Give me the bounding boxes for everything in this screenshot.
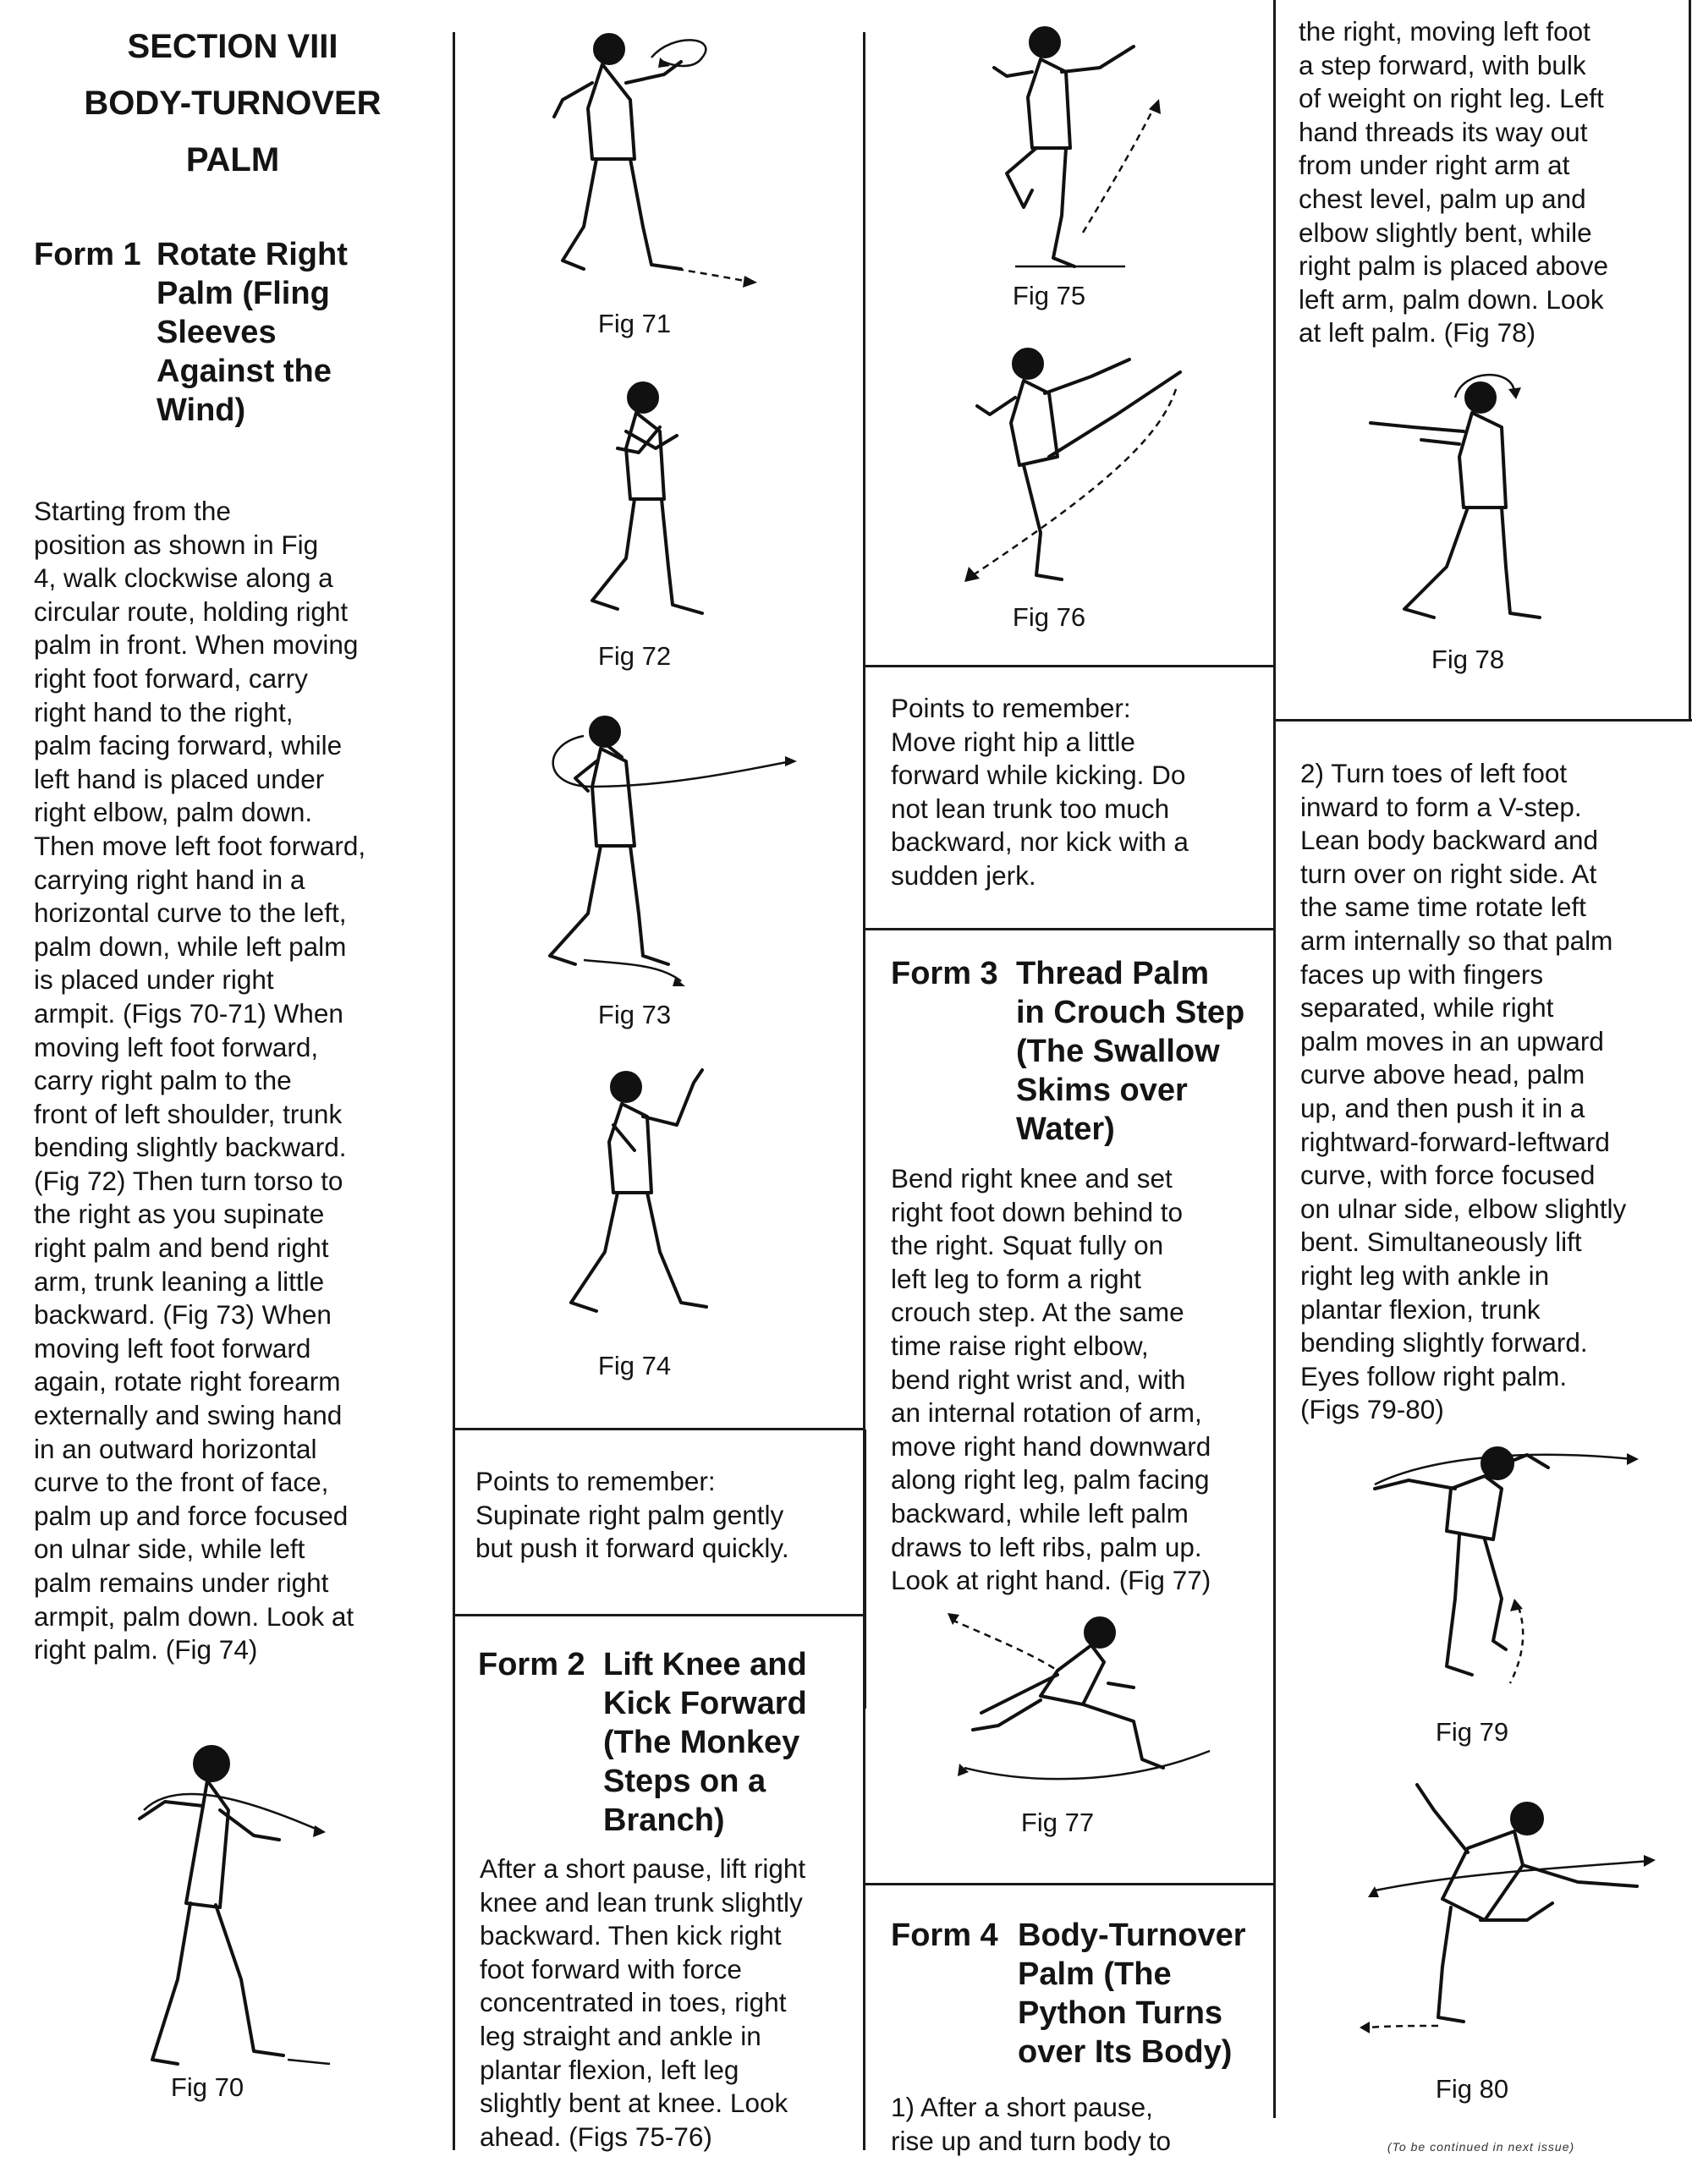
figure-74-illustration: [558, 1057, 728, 1328]
figure-75-illustration: [973, 21, 1184, 275]
rule-col3-form4-top: [864, 1883, 1274, 1885]
rule-col3-points-top: [864, 665, 1274, 667]
figure-79-caption: Fig 79: [1435, 1717, 1509, 1747]
form4-heading: [891, 1916, 1272, 2085]
form2-body-text: After a short pause, lift right knee and lean trunk slightly backward. Then kick right foot forward with force concentrated in toes, right leg straight and ankle in plantar flexion, left leg slightly bent at knee. Look ahead. (Figs 75-76): [480, 1853, 806, 2152]
rule-col4-divider: [1274, 719, 1692, 722]
column-right-edge: [1689, 0, 1691, 719]
figure-78-illustration: [1354, 364, 1607, 634]
continued-footnote: (To be continued in next issue): [1387, 2140, 1575, 2154]
form1-number: Form 1: [34, 237, 141, 272]
figure-78: [1354, 364, 1607, 634]
figure-76-illustration: [948, 338, 1201, 592]
figure-76: [948, 338, 1201, 592]
figure-71-illustration: [525, 24, 761, 294]
figure-74-caption: Fig 74: [597, 1351, 672, 1380]
figure-70-illustration: [127, 1726, 338, 2089]
form1-points-to-remember: Points to remember: Supinate right palm gently but push it forward quickly.: [475, 1466, 789, 1564]
figure-77-illustration: [939, 1603, 1235, 1797]
rule-col3-points-bottom: [864, 928, 1274, 930]
figure-70-caption: Fig 70: [170, 2072, 244, 2102]
column-divider-1: [453, 32, 455, 2150]
form4-body-text-part1: 1) After a short pause, rise up and turn body to: [891, 2092, 1171, 2156]
figure-72-caption: Fig 72: [597, 641, 672, 671]
figure-77: [939, 1603, 1235, 1797]
section-number: SECTION VIII: [127, 28, 338, 65]
section-name-line2: PALM: [185, 141, 280, 178]
figure-73-illustration: [533, 711, 804, 990]
form1-heading: [34, 235, 440, 438]
form2-title: Lift Knee and Kick Forward (The Monkey Steps on a Branch): [603, 1647, 807, 1838]
figure-71: [525, 24, 761, 294]
figure-72-illustration: [558, 372, 728, 626]
figure-78-caption: Fig 78: [1431, 645, 1505, 674]
form2-points-to-remember: Points to remember: Move right hip a little forward while kicking. Do not lean trunk too much backward, nor kick with a sudden jerk.: [891, 693, 1189, 891]
form3-heading: [891, 954, 1272, 1157]
rule-col2-points-top: [453, 1428, 865, 1430]
form3-title: Thread Palm in Crouch Step (The Swallow Skims over Water): [1016, 956, 1245, 1147]
figure-80-caption: Fig 80: [1435, 2074, 1509, 2104]
form4-body-text-part1-continued: the right, moving left foot a step forward, with bulk of weight on right leg. Left hand threads its way out from under right arm at chest level, palm up and elbow slightly bent, while right palm is placed above left arm, palm down. Look at left palm. (Fig 78): [1299, 16, 1608, 348]
figure-75-caption: Fig 75: [1012, 281, 1086, 310]
form3-body-text: Bend right knee and set right foot down behind to the right. Squat fully on left leg to form a right crouch step. At the same time raise right elbow, bend right wrist and, with an internal rotation of arm, move right hand downward along right leg, palm facing backward, while left palm draws to left ribs, palm up. Look at right hand. (Fig 77): [891, 1163, 1211, 1596]
form2-heading: [478, 1645, 859, 1848]
form4-body-text-part2: 2) Turn toes of left foot inward to form a V-step. Lean body backward and turn over on right side. At the same time rotate left arm internally so that palm faces up with fingers separated, while right palm moves in an upward curve above head, palm up, and then push it in a rightward-forward-leftward curve, with force focused on ulnar side, elbow slightly bent. Simultaneously lift right leg with ankle in plantar flexion, trunk bending slightly forward. Eyes follow right palm. (Figs 79-80): [1300, 758, 1627, 1425]
figure-75: [973, 21, 1184, 275]
form4-number: Form 4: [891, 1918, 998, 1953]
rule-col2-points-bottom: [453, 1614, 865, 1616]
figure-74: [558, 1057, 728, 1328]
figure-76-caption: Fig 76: [1012, 602, 1086, 632]
figure-79: [1366, 1438, 1645, 1700]
figure-72: [558, 372, 728, 626]
figure-73: [533, 711, 804, 990]
form1-title: Rotate Right Palm (Fling Sleeves Against the Wind): [157, 237, 348, 428]
figure-70: [127, 1726, 338, 2089]
section-title: [34, 19, 431, 189]
figure-77-caption: Fig 77: [1020, 1808, 1095, 1837]
figure-80: [1358, 1772, 1662, 2051]
form1-body-text: Starting from the position as shown in Fig 4, walk clockwise along a circular route, holding right palm in front. When moving right foot forward, carry right hand to the right, palm facing forward, while left hand is placed under right elbow, palm down. Then move left foot forward, carrying right hand in a horizontal curve to the left, palm down, while left palm is placed under right armpit. (Figs 70-71) When moving left foot forward, carry right palm to the front of left shoulder, trunk bending slightly backward. (Fig 72) Then turn torso to the right as you supinate right palm and bend right arm, trunk leaning a little backward. (Fig 73) When moving left foot forward again, rotate right forearm externally and swing hand in an outward horizontal curve to the front of face, palm up and force focused on ulnar side, while left palm remains under right armpit, palm down. Look at right palm. (Fig 74): [34, 496, 366, 1665]
form2-number: Form 2: [478, 1647, 585, 1682]
figure-71-caption: Fig 71: [597, 309, 672, 338]
figure-79-illustration: [1366, 1438, 1645, 1700]
figure-73-caption: Fig 73: [597, 1000, 672, 1029]
column-divider-3: [1273, 0, 1276, 2118]
column2-right-edge: [865, 1429, 866, 1709]
column-divider-2: [863, 32, 865, 2150]
section-name-line1: BODY-TURNOVER: [84, 85, 382, 122]
form3-number: Form 3: [891, 956, 998, 991]
figure-80-illustration: [1358, 1772, 1662, 2051]
form4-title: Body-Turnover Palm (The Python Turns over Its Body): [1018, 1918, 1246, 2070]
